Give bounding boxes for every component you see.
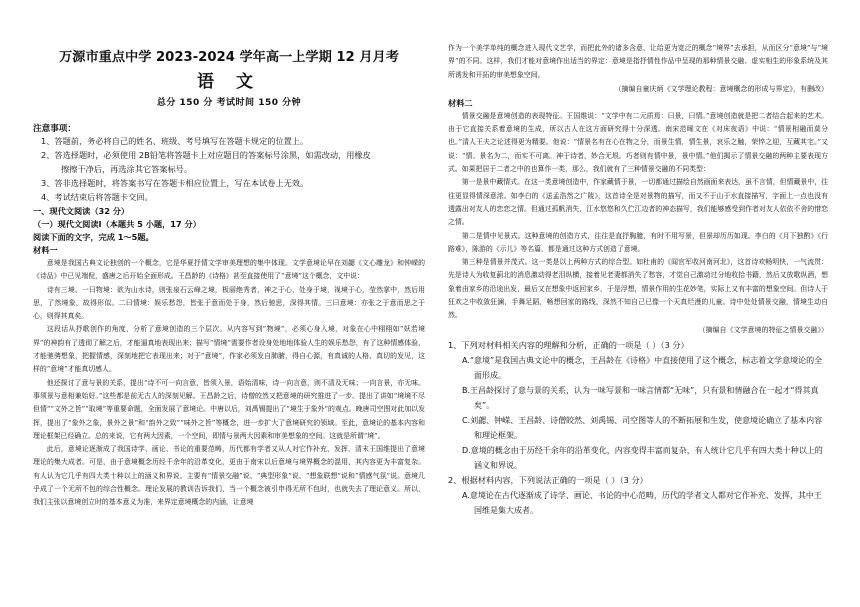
- notice-item-2-line2: 擦擦干净后，再选涂其它答案标号。: [61, 164, 193, 174]
- subpart-heading: （一）现代文阅读Ⅰ（本题共 5 小题，17 分）: [33, 219, 201, 229]
- notice-item-2-line1: 2、答选择题时，必须使用 2B铅笔将答题卡上对应题目的答案标号涂黑，如需改动，用橡皮: [41, 150, 371, 160]
- left-column: [33, 40, 425, 510]
- notice-item-1: 1、答题前，务必将自己的姓名、班级、考号填写在答题卡规定的位置上。: [41, 136, 309, 146]
- notice-list: [33, 134, 425, 204]
- right-column: [448, 42, 828, 518]
- question-1-stem: 1、下列对材料相关内容的理解和分析，正确的一项是（ ）（3 分）: [448, 339, 689, 350]
- material-1-para-2: 诗有三境。一曰物境：欲为山水诗，则张泉石云峰之境，极丽绝秀者，神之于心，处身于境，视境于心，莹然掌中，然后用思，了然境象，故得形似。二曰情境：娱乐愁怨，皆张于意而处于身，然后驰思，深得其情。三曰意境：亦张之于意而思之于心，则得其真矣。: [33, 285, 425, 321]
- question-1-option-d: D.意境的概念由于历经千余年的沿革变化，内容变得丰富而复杂，有人统计它几乎有四大类十种以上的涵义和界说。: [462, 445, 823, 470]
- question-2-option-a: A.意境论在古代逐渐成了诗学、画论、书论的中心范畴，历代的学者文人都对它作补充、发挥，其中王国维是集大成者。: [462, 490, 822, 515]
- notice-item-3: 3、答非选择题时，将答案书写在答题卡相应位置上，写在本试卷上无效。: [41, 178, 309, 188]
- reading-instruction: 阅读下面的文字，完成 1～5题。: [33, 232, 154, 242]
- question-2-stem: 2、根据材料内容，下列说法正确的一项是（ ）（3 分）: [448, 474, 648, 485]
- question-1-option-a: A.“意境”是我国古典文论中的概念，王昌龄在《诗格》中直接使用了这个概念，标志着文学意境论的全面形成。: [462, 355, 823, 380]
- question-1-option-c: C.刘勰、钟嵘、王昌龄、诗僧皎然、刘禹锡、司空图等人的不断拓展和生发，使意境论确立了基本内容和理论框架。: [462, 415, 823, 440]
- material-2-para-3: 第二是情中见景式。这种意境的创造方式，往往是直抒胸臆，有时不用写景，但景却历历如现。李白的《月下独酌》《行路难》，陈游的《示儿》等名篇，都是通过这种方式创造了意境。: [448, 231, 828, 253]
- material-2-source: （摘编自《文学意境的特征之情景交融》）: [698, 325, 828, 334]
- material-1-para-5: 此后，意境论逐渐成了我国诗学、画论、书论的重要范畴，历代都有学者又从人对它作补充、发挥，清末王国维提出了意境理论的集大成者。可是，由于意境概念历经千余年的沿革变化，更由于南宋以后意境与境界概念的混用，其内容更为丰富复杂。有人认为它几乎有四大类十种以上的涵义和界说。主要有“情景交融”说、“典型形象”说、“想象联想”说和“情感气氛”说。意境几乎成了一个无所不包的综合性概念。理论发展的教训告诉我们，当一个概念被引申得无所不包时，也就失去了理论意义。所以，我们主张以意境创立时的基本意义为准，来界定意境概念的内涵，让意境: [33, 445, 425, 507]
- material-1-para-1: 意境是我国古典文论独创的一个概念，它是华夏抒情文学审美理想的集中体现。文学意境论早在刘勰《文心雕龙》和钟嵘的《诗品》中已见端倪，盛唐之后开始全面形成。王昌龄的《诗格》甚至直接使用了“意境”这个概念，文中说：: [33, 259, 425, 281]
- material-1-source: （摘编自童庆炳《文学理论教程：意境概念的形成与界定》，有删改）: [614, 84, 828, 93]
- notice-heading: 注意事项：: [33, 124, 76, 134]
- exam-title: 万源市重点中学 2023-2024 学年高一上学期 12 月月考: [59, 50, 399, 65]
- notice-item-4: 4、考试结束后将答题卡交回。: [41, 192, 153, 202]
- part-heading: 一、现代文阅读（32 分）: [33, 206, 130, 216]
- material-2-para-2: 第一是景中藏情式。在这一类意境创造中，作家藏情于景，一切都通过描绘自然画面来表达，虽不言情，但情藏景中，往往更显得情深意浓。如李白的《送孟浩然之广陵》，这首诗全是对景物的描写，而又不于山于水直接描写，字面上一点也没有透露出对友人的恋恋之情。但通过孤帆消失，江水悠悠和久伫江边者的神态描写，我们能够感受到作者对友人依依不舍的惜恋之情。: [448, 178, 828, 227]
- question-1-option-b: B.王昌龄探讨了意与景的关系，认为一味写景和一味言情都“无味”，只有景和情融合在一起才“得其真矣”。: [462, 385, 819, 410]
- material-1-para-4: 他还探讨了意与景的关系，提出“诗不可一向言意，皆须入景，语始清味，诗一向言意，则不清及无味；一向言景，亦无味。事须景与意相兼始好。”这些都是前无古人的深刻见解。王昌龄之后，诗僧皎然又把意境的研究推进了一步。提出了讲如“境境不尽但情”“文外之旨”“取境”等重要命题，全面发展了意境论。中唐以后，刘禹锡提出了“境生于象外”的观点。晚唐司空图对此加以发挥，提出了“象外之象，景外之景”和“韵外之致”“味外之旨”等概念，进一步扩大了意境研究的领域。至此，意境论的基本内容和理论框架已经确立。总的来说，它有两大因素，一个空间，即情与景两大因素和审美想象的空间。这就是所谓“境”。: [33, 378, 425, 440]
- exam-meta: 总分 150 分 考试时间 150 分钟: [156, 98, 302, 108]
- material-2-para-1: 情景交融是意境创造的表现特征。王国维说：“文学中有二元质焉：曰景，曰情。”意境创造就是把二者结合起来的艺术。由于它直接关系着意境的生成，所以古人在这方面研究得十分深透。南宋范晞文在《对床夜语》中说：“情景相融而莫分也。”清人王夫之论述得更为精要。他说：“情景名有在心在物之分，而景生情，情生景，哀乐之触，荣悴之迎，互藏其宅。”又说：“情、景名为二，而实不可离。神于诗者，妙合无垠。巧者则有情中景，景中情。”他们揭示了情景交融的两种主要表现方式。如果把居于二者之中的也算作一类，那么，我们就有了三种情景交融的不同类型：: [448, 111, 828, 174]
- material-2-para-4: 第三种是情景并茂式。这一类是以上两种方式的综合型。如杜甫的《闻官军收河南河北》，这首诗欢畅明快，一气流贯：先是诗人为收复蓟北的消息激动得老泪纵横，接着见老妻都消失了愁容，才觉自己激动过分地收拾书籍，然后又放歌纵酒，想象着由家乡的沿途出发，最后又在想象中返回家乡，于是浮想，情景作用的生花妙笔，实际上又有丰富的想象空间。但诗人于狂欢之中收敛狂澜，手舞足蹈，畅想回家的路线，深然不知自己已像一个天真烂漫的儿童。诗中处处情景交融，情境生动自然。: [448, 258, 828, 320]
- notice-item-2: [33, 148, 425, 176]
- material-1-para-3: 这段话从抒歌创作的角度，分析了意境创造的三个层次。从内容写到“物境”，必须心身入境，对象在心中栩栩如“妖若境界”的神韵有了透彻了解之后，才能逼真地表现出来；描写“情境”需要作者设身处地地体验人生的娱乐愁怨，有了这种情感体验，才能驰骋想象，把握情感，深刻地把它表现出来；对于“意境”，作家必须发自肺腑，得自心源，有真诚的人格、真切的发见，这样的“意境”才能真切感人。: [33, 325, 425, 374]
- material-1-label: 材料一: [33, 245, 58, 255]
- subject-title: 语 文: [197, 72, 261, 92]
- material-1-continuation: 作为一个美学单纯的概念进入现代文艺学，而把此外的诸多含意，让给更为宽泛的概念“境界”去承担，从而区分“意境”与“境界”的不同。这样，我们才能对意境作出适当的界定：意境是指抒情性作品中呈现的那种情景交融、虚实相生的形象系统及其所诱发和开拓的审美想象空间。: [448, 44, 828, 79]
- material-2-label: 材料二: [448, 97, 473, 108]
